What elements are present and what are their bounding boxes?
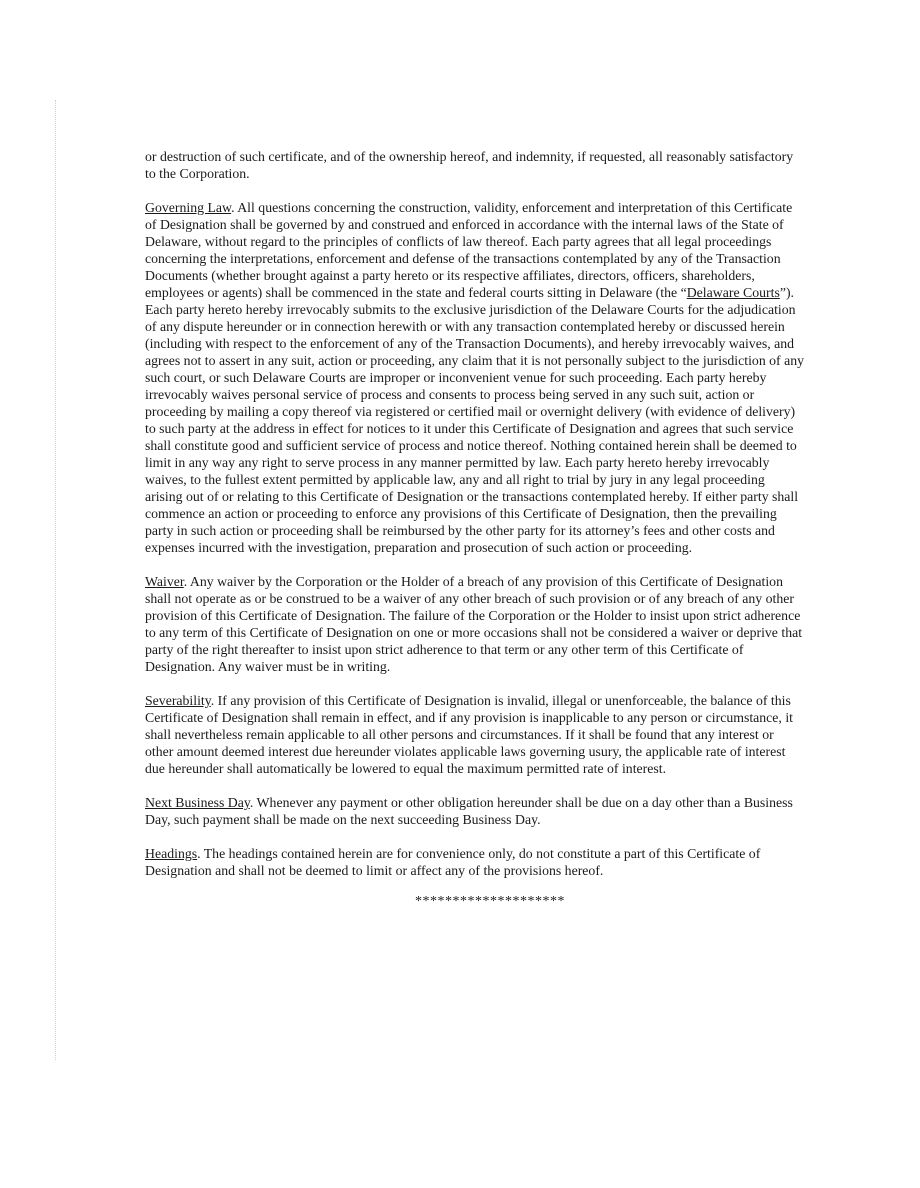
waiver-section — [145, 573, 805, 675]
intro-paragraph — [145, 148, 805, 182]
document-page — [145, 148, 805, 910]
next-business-day-heading: Next Business Day — [145, 795, 250, 810]
severability-section — [145, 692, 805, 777]
next-business-day-text: . Whenever any payment or other obligation hereunder shall be due on a day other than a Business Day, such payment shall be made on the next succeeding Business Day. — [145, 795, 793, 827]
headings-heading: Headings — [145, 846, 198, 861]
severability-text: . If any provision of this Certificate of Designation is invalid, illegal or unenforceable, the balance of this Certificate of Designation shall remain in effect, and if any provision is inapplicable to any person or circumstance, it shall nevertheless remain applicable to all other persons and circumstances. If it shall be found that any interest or other amount deemed interest due hereunder violates applicable laws governing usury, the applicable rate of interest due hereunder shall automatically be lowered to equal the maximum permitted rate of interest. — [145, 693, 793, 776]
severability-heading: Severability — [145, 693, 211, 708]
governing-law-section — [145, 199, 805, 556]
headings-text: . The headings contained herein are for convenience only, do not constitute a part of this Certificate of Designation and shall not be deemed to limit or affect any of the provisions hereof. — [145, 846, 761, 878]
intro-text: or destruction of such certificate, and of the ownership hereof, and indemnity, if requested, all reasonably satisfactory to the Corporation. — [145, 149, 794, 181]
governing-law-text-b: ”). Each party hereto hereby irrevocably submits to the exclusive jurisdiction of the Delaware Courts for the adjudication of any dispute hereunder or in connection herewith or with any transaction contemplated hereby or discussed herein (including with respect to the enforcement of any of the Transaction Documents), and hereby irrevocably waives, and agrees not to assert in any suit, action or proceeding, any claim that it is not personally subject to the jurisdiction of any such court, or such Delaware Courts are improper or inconvenient venue for such proceeding. Each party hereby irrevocably waives personal service of process and consents to process being served in any such suit, action or proceeding by mailing a copy thereof via registered or certified mail or overnight delivery (with evidence of delivery) to such party at the address in effect for notices to it under this Certificate of Designation and agrees that such service shall constitute good and sufficient service of process and notice thereof. Nothing contained herein shall be deemed to limit in any way any right to serve process in any manner permitted by law. Each party hereto hereby irrevocably waives, to the fullest extent permitted by applicable law, any and all right to trial by jury in any legal proceeding arising out of or relating to this Certificate of Designation or the transactions contemplated hereby. If either party shall commence an action or proceeding to enforce any provisions of this Certificate of Designation, then the prevailing party in such action or proceeding shall be reimbursed by the other party for its attorney’s fees and other costs and expenses incurred with the investigation, preparation and prosecution of such action or proceeding. — [145, 285, 805, 555]
governing-law-text-a: . All questions concerning the construction, validity, enforcement and interpretation of this Certificate of Designation shall be governed by and construed and enforced in accordance with the internal laws of the State of Delaware, without regard to the principles of conflicts of law thereof. Each party agrees that all legal proceedings concerning the interpretations, enforcement and defense of the transactions contemplated by any of the Transaction Documents (whether brought against a party hereto or its respective affiliates, directors, officers, shareholders, employees or agents) shall be commenced in the state and federal courts sitting in Delaware (the “ — [145, 200, 793, 300]
delaware-courts-defined-term: Delaware Courts — [686, 285, 780, 300]
scan-margin-line — [55, 100, 57, 1060]
waiver-heading: Waiver — [145, 574, 184, 589]
waiver-text: . Any waiver by the Corporation or the Holder of a breach of any provision of this Certificate of Designation shall not operate as or be construed to be a waiver of any other breach of such provision or of any breach of any other provision of this Certificate of Designation. The failure of the Corporation or the Holder to insist upon strict adherence to any term of this Certificate of Designation on one or more occasions shall not be considered a waiver or deprive that party of the right thereafter to insist upon strict adherence to that term or any other term of this Certificate of Designation. Any waiver must be in writing. — [145, 574, 803, 674]
next-business-day-section — [145, 794, 805, 828]
end-of-document-marker: ******************** — [415, 894, 565, 909]
governing-law-heading: Governing Law — [145, 200, 232, 215]
headings-section — [145, 845, 805, 879]
